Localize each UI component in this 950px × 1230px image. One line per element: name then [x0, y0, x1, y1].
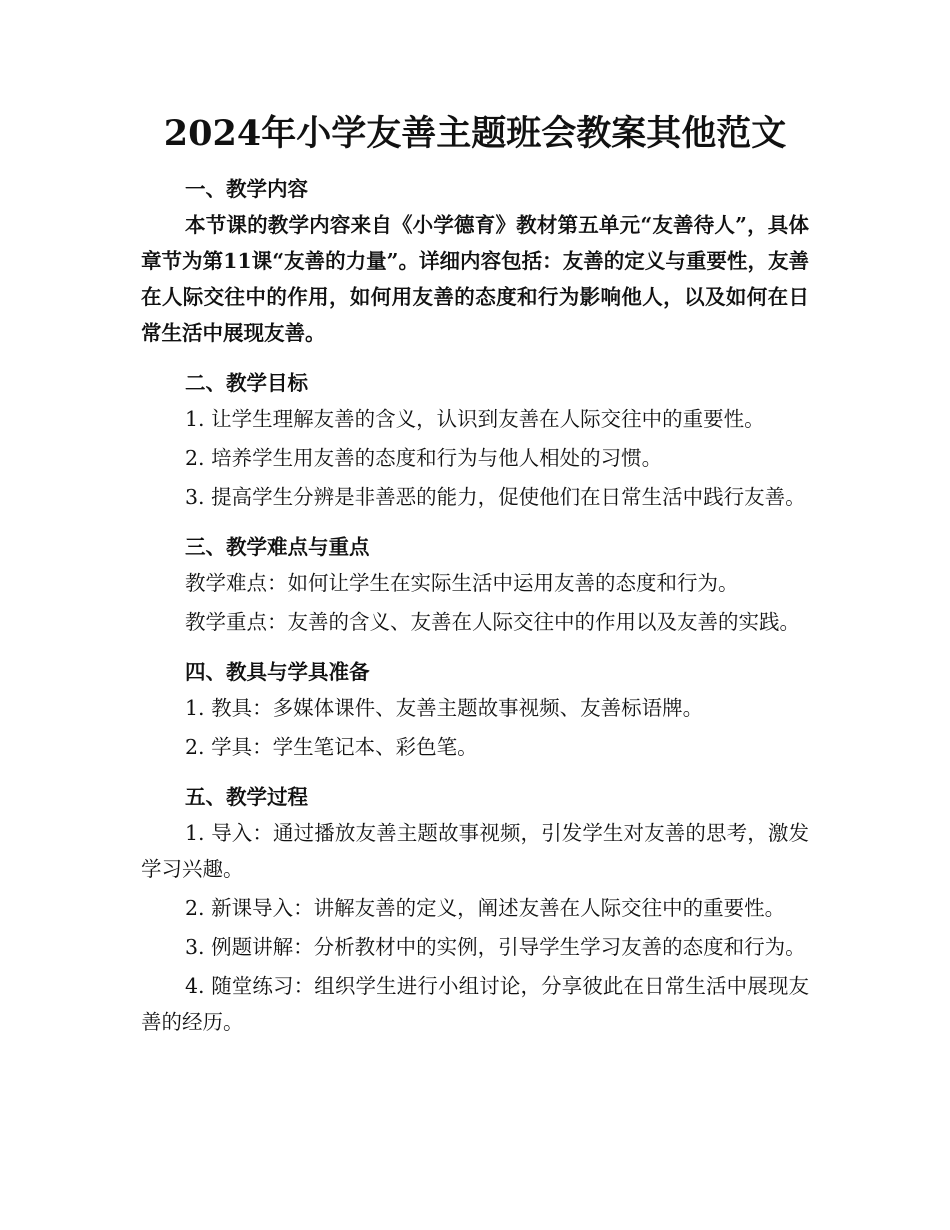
section-heading: 三、教学难点与重点 [185, 535, 370, 559]
list-item: 1. 导入：通过播放友善主题故事视频，引发学生对友善的思考，激发学习兴趣。 [141, 821, 809, 881]
section-heading: 五、教学过程 [185, 785, 308, 809]
list-item: 3. 提高学生分辨是非善恶的能力，促使他们在日常生活中践行友善。 [185, 485, 806, 509]
list-item: 1. 教具：多媒体课件、友善主题故事视频、友善标语牌。 [185, 696, 704, 720]
document-page [141, 108, 809, 1040]
section-heading: 四、教具与学具准备 [185, 660, 370, 684]
section-paragraph: 教学难点：如何让学生在实际生活中运用友善的态度和行为。 [185, 571, 739, 595]
document-title: 2024年小学友善主题班会教案其他范文 [163, 113, 787, 154]
section-paragraph: 教学重点：友善的含义、友善在人际交往中的作用以及友善的实践。 [185, 610, 800, 634]
list-item: 3. 例题讲解：分析教材中的实例，引导学生学习友善的态度和行为。 [185, 935, 806, 959]
list-item: 1. 让学生理解友善的含义，认识到友善在人际交往中的重要性。 [185, 407, 765, 431]
list-item: 2. 学具：学生笔记本、彩色笔。 [185, 735, 478, 759]
list-item: 4. 随堂练习：组织学生进行小组讨论，分享彼此在日常生活中展现友善的经历。 [141, 974, 809, 1034]
list-item: 2. 培养学生用友善的态度和行为与他人相处的习惯。 [185, 446, 663, 470]
section-paragraph: 本节课的教学内容来自《小学德育》教材第五单元“友善待人”，具体章节为第11课“友善的力量”。详细内容包括：友善的定义与重要性，友善在人际交往中的作用，如何用友善的态度和行为影响他人，以及如何在日常生活中展现友善。 [141, 213, 809, 345]
section-heading: 一、教学内容 [185, 177, 308, 201]
list-item: 2. 新课导入：讲解友善的定义，阐述友善在人际交往中的重要性。 [185, 896, 786, 920]
section-heading: 二、教学目标 [185, 371, 308, 395]
